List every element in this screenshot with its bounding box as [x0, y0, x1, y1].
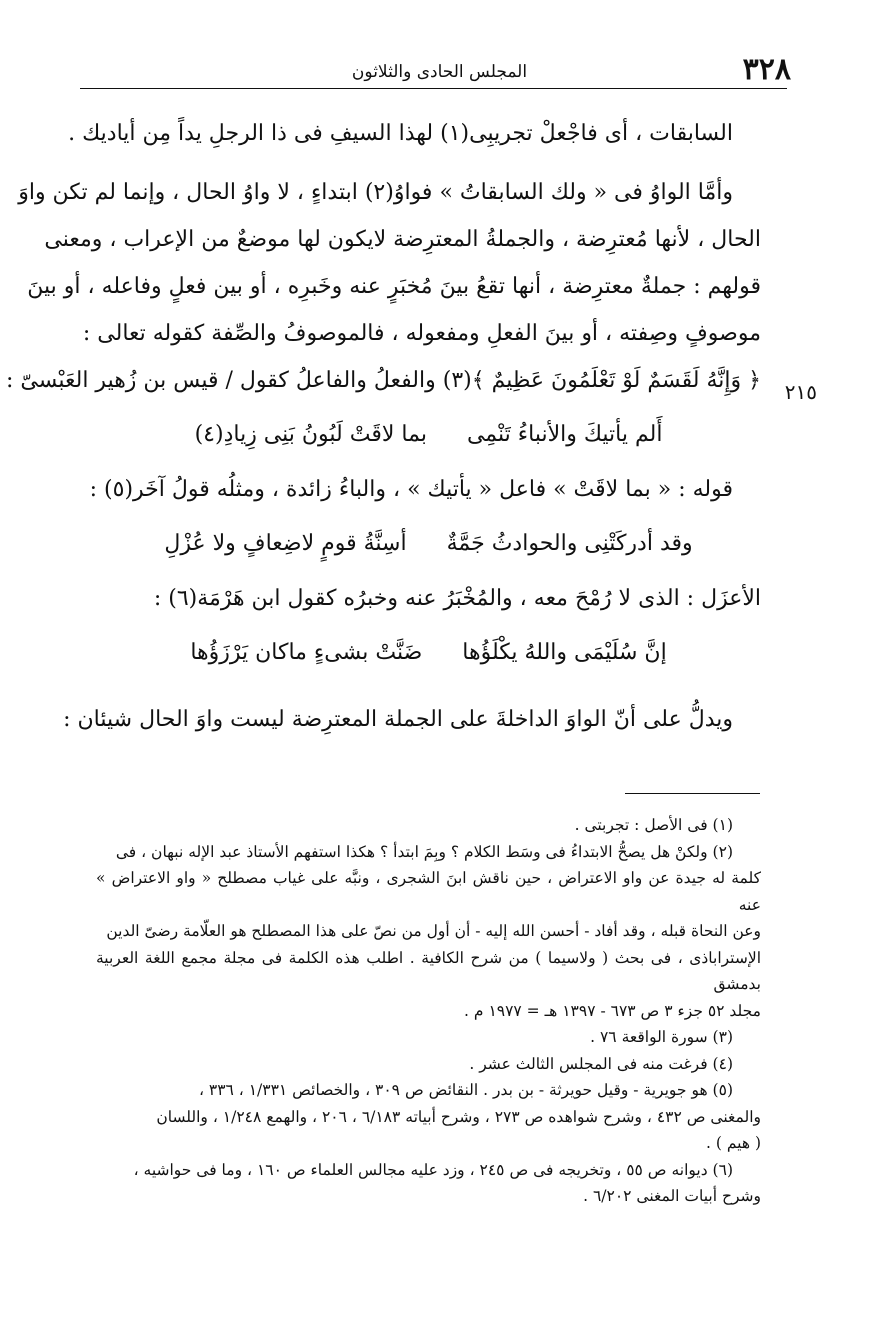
text-line: ﴿ وَإِنَّهُ لَقَسَمٌ لَوْ تَعْلَمُونَ عَظِيمٌ ﴾(٣) والفعلُ والفاعلُ كقول / قيس بن زُهير العَبْسىّ : — [6, 368, 761, 393]
text-line: قوله : « بما لاقَتْ » فاعل « يأتيك » ، والباءُ زائدة ، ومثلُه قولُ آخَر(٥) : — [89, 477, 733, 502]
footnote-5: (٥) هو جويرية - وقيل حويرثة - بن بدر . النقائض ص ٣٠٩ ، والخصائص ١/٣٣١ ، ٣٣٦ ، والمغنى ص ٤٣٢ ، وشرح شواهده ص ٢٧٣ ، وشرح أبياته ٦/١٨٣ ، ٢٠٦ ، والهمع ١/٢٤٨ ، واللسان ( هيم ) . — [96, 1077, 761, 1157]
text-line: وأمَّا الواوُ فى « ولك السابقاتُ » فواوُ(٢) ابتداءٍ ، لا واوُ الحال ، وإنما لم تكن واوَ — [18, 180, 733, 205]
text-line: موصوفٍ وصِفته ، أو بينَ الفعلِ ومفعوله ، فالموصوفُ والصِّفة كقوله تعالى : — [82, 321, 761, 346]
verse-2 — [96, 513, 761, 575]
verse-hemistich-second: ضَنَّتْ بشىءٍ ماكان يَرْزَؤُها — [190, 640, 423, 665]
running-title: المجلس الحادى والثلاثون — [351, 62, 528, 82]
text-line: الحال ، لأنها مُعترِضة ، والجملةُ المعترِضة لايكون لها موضعٌ من الإعراب ، ومعنى — [44, 227, 761, 252]
footnotes — [96, 812, 761, 1210]
verse-3 — [96, 622, 761, 684]
margin-line-number: ٢١٥ — [784, 380, 817, 404]
text-line: ويدلُّ على أنّ الواوَ الداخلةَ على الجملة المعترِضة ليست واوَ الحال شيئان : — [63, 707, 733, 732]
footnote-line: مجلد ٥٢ جزء ٣ ص ٦٧٣ - ١٣٩٧ هـ = ١٩٧٧ م . — [464, 1001, 761, 1020]
footnote-rule — [625, 793, 760, 794]
verse-hemistich-first: وقد أدركَتْنِى والحوادثُ جَمَّةٌ — [446, 531, 693, 556]
page-number: ٣٢٨ — [742, 52, 791, 87]
footnote-4: (٤) فرغت منه فى المجلس الثالث عشر . — [469, 1054, 733, 1073]
text-line: قولهم : جملةٌ معترِضة ، أنها تقعُ بينَ مُخبَرٍ عنه وخَبرِه ، أو بين فعلٍ وفاعله ، أو بينَ — [27, 274, 761, 299]
footnote-6: (٦) ديوانه ص ٥٥ ، وتخريجه فى ص ٢٤٥ ، وزد عليه مجالس العلماء ص ١٦٠ ، وما فى حواشيه ، وشرح أبيات المغنى ٦/٢٠٢ . — [96, 1157, 761, 1210]
verse-hemistich-first: إنَّ سُلَيْمَى واللهُ يكْلَؤُها — [462, 640, 667, 665]
footnote-line: كلمة له جيدة عن واو الاعتراض ، حين ناقش ابنَ الشجرى ، ونبَّه على غياب مصطلح « واو الاعتراض » عنه — [96, 869, 761, 914]
footnote-2: (٢) ولكنْ هل يصحُّ الابتداءُ فى وسَط الكلام ؟ وبِمَ ابتدأ ؟ هكذا استفهم الأستاذ عبد الإله نبهان ، فى كلمة له جيدة عن واو الاعتراض ، حين ناقش ابنَ الشجرى ، ونبَّه على غياب مصطلح « واو الاعتراض » عنه وعن النحاة قبله ، وقد أفاد - أحسن الله إليه - أن أول من نصّ على هذا المصطلح هو العلّامة رضىّ الدين الإستراباذى ، فى بحث ( ولاسيما ) من شرح الكافية . اطلب هذه الكلمة فى مجلة مجمع اللغة العربية بدمشق مجلد ٥٢ جزء ٣ ص ٦٧٣ - ١٣٩٧ هـ = ١٩٧٧ م . — [96, 839, 761, 1025]
footnote-line: والمغنى ص ٤٣٢ ، وشرح شواهده ص ٢٧٣ ، وشرح أبياته ٦/١٨٣ ، ٢٠٦ ، والهمع ١/٢٤٨ ، واللسان — [156, 1107, 761, 1126]
footnote-1: (١) فى الأصل : تجربتى . — [574, 816, 733, 834]
footnote-line: ( هيم ) . — [706, 1134, 761, 1152]
text-line: الأعزَل : الذى لا رُمْحَ معه ، والمُخْبَرُ عنه وخبرُه كقول ابن هَرْمَة(٦) : — [153, 586, 761, 611]
footnote-line: وشرح أبيات المغنى ٦/٢٠٢ . — [583, 1187, 761, 1205]
footnote-3: (٣) سورة الواقعة ٧٦ . — [590, 1028, 733, 1046]
verse-1 — [96, 404, 761, 466]
verse-hemistich-first: أَلم يأتيكَ والأنباءُ تَنْمِى — [466, 422, 663, 447]
footnote-line: الإستراباذى ، فى بحث ( ولاسيما ) من شرح الكافية . اطلب هذه الكلمة فى مجلة مجمع اللغة العربية بدمشق — [96, 948, 761, 993]
verse-hemistich-second: بما لاقَتْ لَبُونُ بَنِى زِيادِ(٤) — [194, 422, 427, 447]
text-line: السابقات ، أى فاجْعلْ تجريبِى(١) لهذا السيفِ فى ذا الرجلِ يداً مِن أياديك . — [68, 121, 733, 146]
header-rule — [80, 88, 787, 89]
main-text — [6, 110, 761, 743]
verse-hemistich-second: أسِنَّةُ قومٍ لاضِعافٍ ولا عُزْلِ — [164, 531, 407, 556]
footnote-line: وعن النحاة قبله ، وقد أفاد - أحسن الله إليه - أن أول من نصّ على هذا المصطلح هو العلّامة رضىّ الدين — [106, 922, 761, 940]
